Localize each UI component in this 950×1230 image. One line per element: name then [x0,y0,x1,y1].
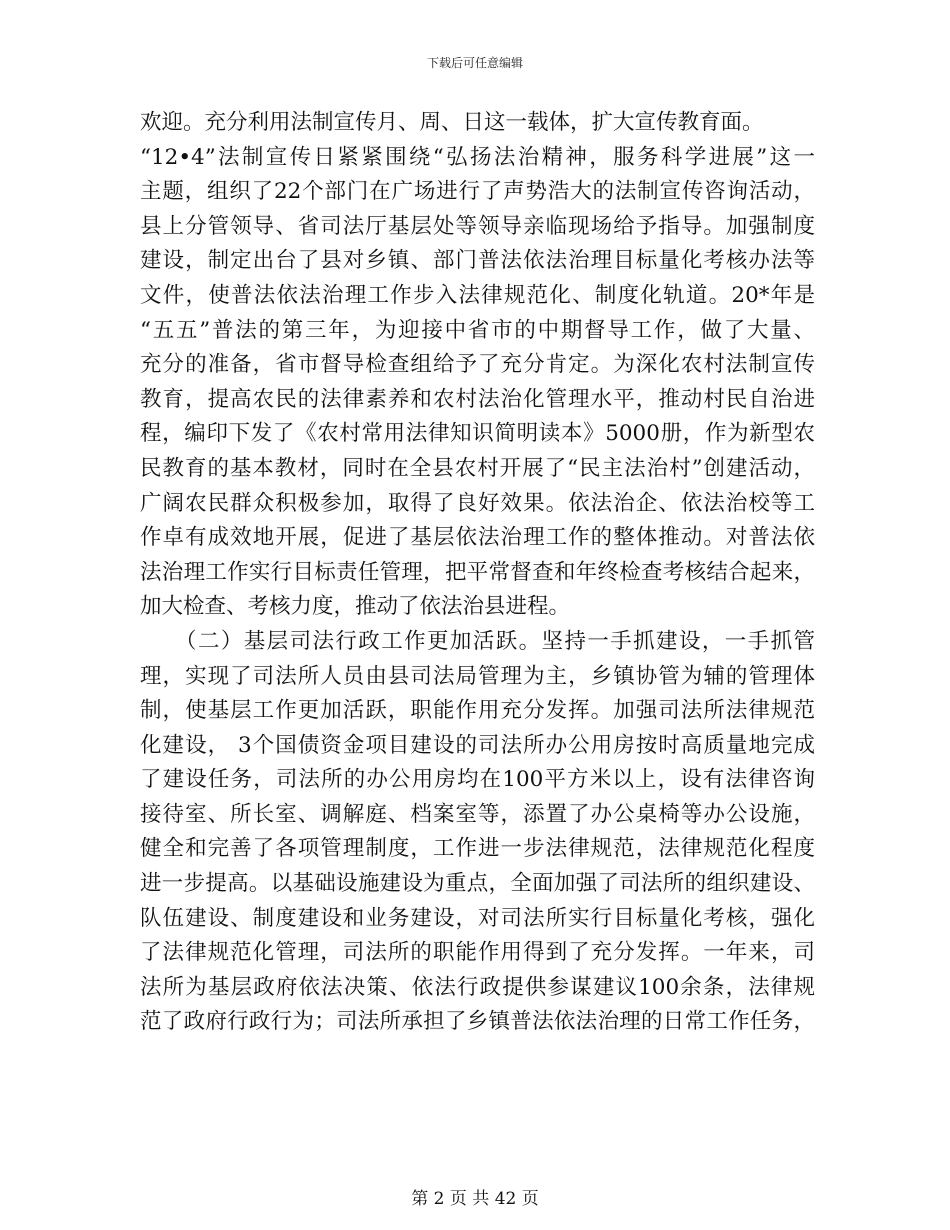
text-line: 法所为基层政府依法决策、依法行政提供参谋建议100余条，法律规 [140,974,815,1000]
text-line: 范了政府行政行为；司法所承担了乡镇普法依法治理的日常工作任务， [140,1009,815,1035]
text-line: （二）基层司法行政工作更加活跃。坚持一手抓建设，一手抓管 [140,628,815,654]
text-line: 理，实现了司法所人员由县司法局管理为主，乡镇协管为辅的管理体 [140,663,815,689]
text-line: 了法律规范化管理，司法所的职能作用得到了充分发挥。一年来，司 [140,940,815,966]
text-line: 文件，使普法依法治理工作步入法律规范化、制度化轨道。20*年是 [140,282,815,308]
text-line: 制，使基层工作更加活跃，职能作用充分发挥。加强司法所法律规范 [140,698,815,724]
text-line: 化建设， 3个国债资金项目建设的司法所办公用房按时高质量地完成 [140,732,815,758]
text-line: “12•4”法制宣传日紧紧围绕“弘扬法治精神，服务科学进展”这一 [140,144,815,170]
page-header: 下载后可任意编辑 [426,56,523,70]
body-text [140,106,815,1040]
text-line: 广阔农民群众积极参加，取得了良好效果。依法治企、依法治校等工 [140,490,815,516]
text-line: 加大检查、考核力度，推动了依法治县进程。 [140,594,571,620]
text-line: 县上分管领导、省司法厅基层处等领导亲临现场给予指导。加强制度 [140,213,815,239]
text-line: 民教育的基本教材，同时在全县农村开展了“民主法治村”创建活动， [140,455,815,481]
text-line: 教育，提高农民的法律素养和农村法治化管理水平，推动村民自治进 [140,386,815,412]
text-line: 程，编印下发了《农村常用法律知识简明读本》5000册，作为新型农 [140,421,815,447]
text-line: 健全和完善了各项管理制度，工作进一步法律规范，法律规范化程度 [140,836,815,862]
text-line: 建设，制定出台了县对乡镇、部门普法依法治理目标量化考核办法等 [140,248,815,274]
text-line: 主题，组织了22个部门在广场进行了声势浩大的法制宣传咨询活动， [140,179,815,205]
text-line: 了建设任务，司法所的办公用房均在100平方米以上，设有法律咨询 [140,767,815,793]
text-line: 法治理工作实行目标责任管理，把平常督查和年终检查考核结合起来， [140,559,815,585]
text-line: 作卓有成效地开展，促进了基层依法治理工作的整体推动。对普法依 [140,525,815,551]
text-line: 接待室、所长室、调解庭、档案室等，添置了办公桌椅等办公设施， [140,801,815,827]
text-line: 队伍建设、制度建设和业务建设，对司法所实行目标量化考核，强化 [140,905,815,931]
text-line: 进一步提高。以基础设施建设为重点，全面加强了司法所的组织建设、 [140,871,815,897]
text-line: “五五”普法的第三年，为迎接中省市的中期督导工作，做了大量、 [140,317,815,343]
text-line: 欢迎。充分利用法制宣传月、周、日这一载体，扩大宣传教育面。 [140,110,764,135]
page-number: 第 2 页 共 42 页 [411,1189,539,1209]
text-line: 充分的准备，省市督导检查组给予了充分肯定。为深化农村法制宣传 [140,352,815,378]
